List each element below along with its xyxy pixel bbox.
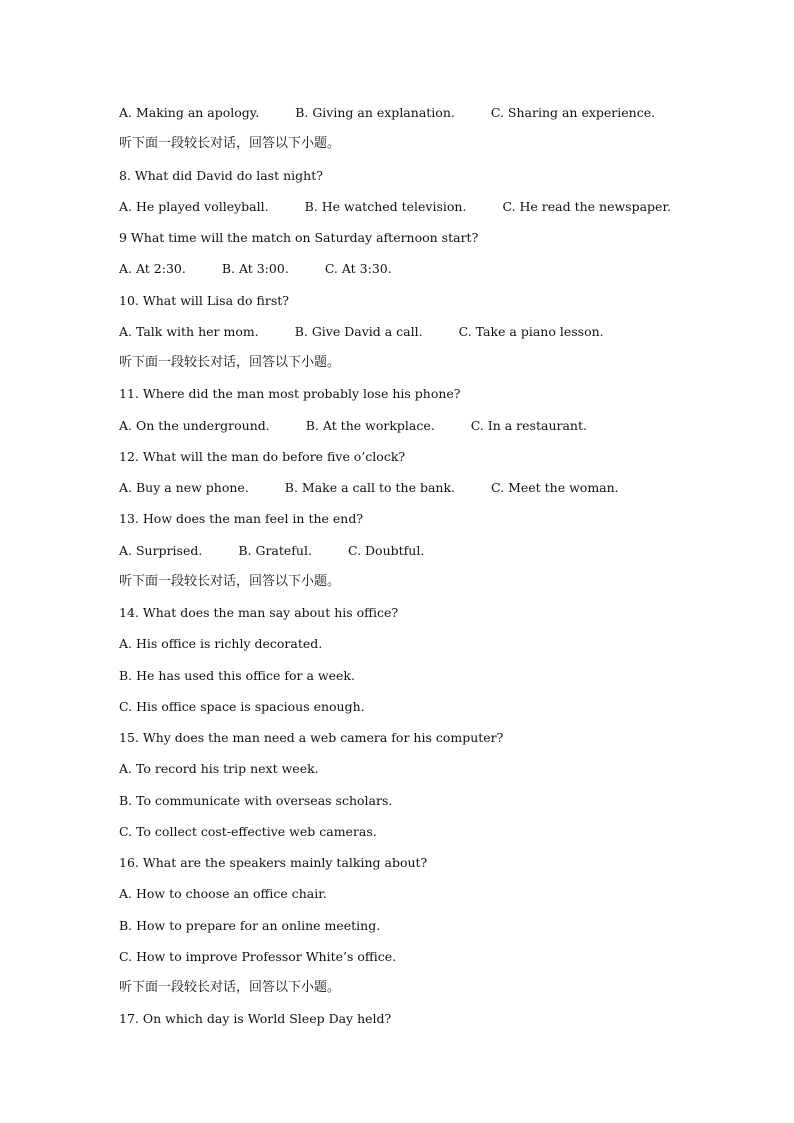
answer-option: B. At 3:00. [221, 261, 289, 277]
answer-options-row [119, 542, 424, 560]
answer-option: A. Talk with her mom. [119, 323, 259, 339]
answer-option: A. How to choose an office chair. [119, 886, 327, 902]
answer-option: C. At 3:30. [324, 261, 392, 277]
answer-option: B. To communicate with overseas scholars. [119, 792, 393, 808]
answer-options-row [119, 104, 655, 122]
answer-option: B. Giving an explanation. [295, 105, 455, 120]
answer-options-row [119, 198, 671, 216]
answer-option: B. How to prepare for an online meeting. [119, 917, 381, 933]
answer-option: B. He has used this office for a week. [119, 667, 355, 683]
answer-option: C. Meet the woman. [491, 480, 619, 495]
question-text: 8. What did David do last night? [119, 167, 323, 183]
question-text: 13. How does the man feel in the end? [119, 511, 364, 527]
answer-options-row [119, 417, 587, 435]
answer-option: C. He read the newspaper. [502, 198, 672, 214]
section-instruction: 听下面一段较长对话，回答以下小题。 [119, 136, 341, 152]
answer-option: C. To collect cost-effective web cameras. [119, 823, 377, 839]
answer-option: A. Surprised. [119, 542, 203, 558]
answer-options-row [119, 323, 604, 341]
question-text: 9 What time will the match on Saturday afternoon start? [119, 230, 479, 245]
answer-option: A. At 2:30. [119, 261, 186, 277]
answer-option: B. At the workplace. [305, 417, 435, 433]
answer-options-row [119, 479, 619, 497]
answer-options-row [119, 260, 392, 278]
answer-option: C. In a restaurant. [470, 417, 587, 433]
answer-option: A. On the underground. [119, 417, 270, 433]
answer-option: C. Take a piano lesson. [458, 323, 604, 339]
answer-option: B. Give David a call. [294, 323, 423, 339]
answer-option: A. Making an apology. [119, 105, 260, 120]
answer-option: A. Buy a new phone. [119, 480, 249, 495]
question-text: 15. Why does the man need a web camera for his computer? [119, 730, 504, 745]
answer-option: A. He played volleyball. [119, 198, 269, 214]
answer-option: C. Doubtful. [347, 542, 425, 558]
answer-option: C. His office space is spacious enough. [119, 698, 365, 714]
answer-option: A. His office is richly decorated. [119, 636, 323, 652]
question-text: 10. What will Lisa do first? [119, 292, 289, 308]
question-text: 16. What are the speakers mainly talking about? [119, 855, 428, 870]
section-instruction: 听下面一段较长对话，回答以下小题。 [119, 355, 341, 370]
section-instruction: 听下面一段较长对话，回答以下小题。 [119, 573, 341, 589]
answer-option: C. Sharing an experience. [490, 105, 656, 120]
question-text: 14. What does the man say about his office? [119, 605, 399, 620]
question-text: 11. Where did the man most probably lose his phone? [119, 386, 461, 402]
answer-option: C. How to improve Professor White’s office. [119, 948, 397, 964]
question-text: 12. What will the man do before five o’clock? [119, 448, 406, 464]
answer-option: B. Make a call to the bank. [284, 480, 455, 495]
section-instruction: 听下面一段较长对话，回答以下小题。 [119, 980, 341, 995]
answer-option: B. He watched television. [304, 198, 467, 214]
question-text: 17. On which day is World Sleep Day held? [119, 1011, 392, 1027]
answer-option: B. Grateful. [238, 542, 312, 558]
answer-option: A. To record his trip next week. [119, 761, 319, 777]
